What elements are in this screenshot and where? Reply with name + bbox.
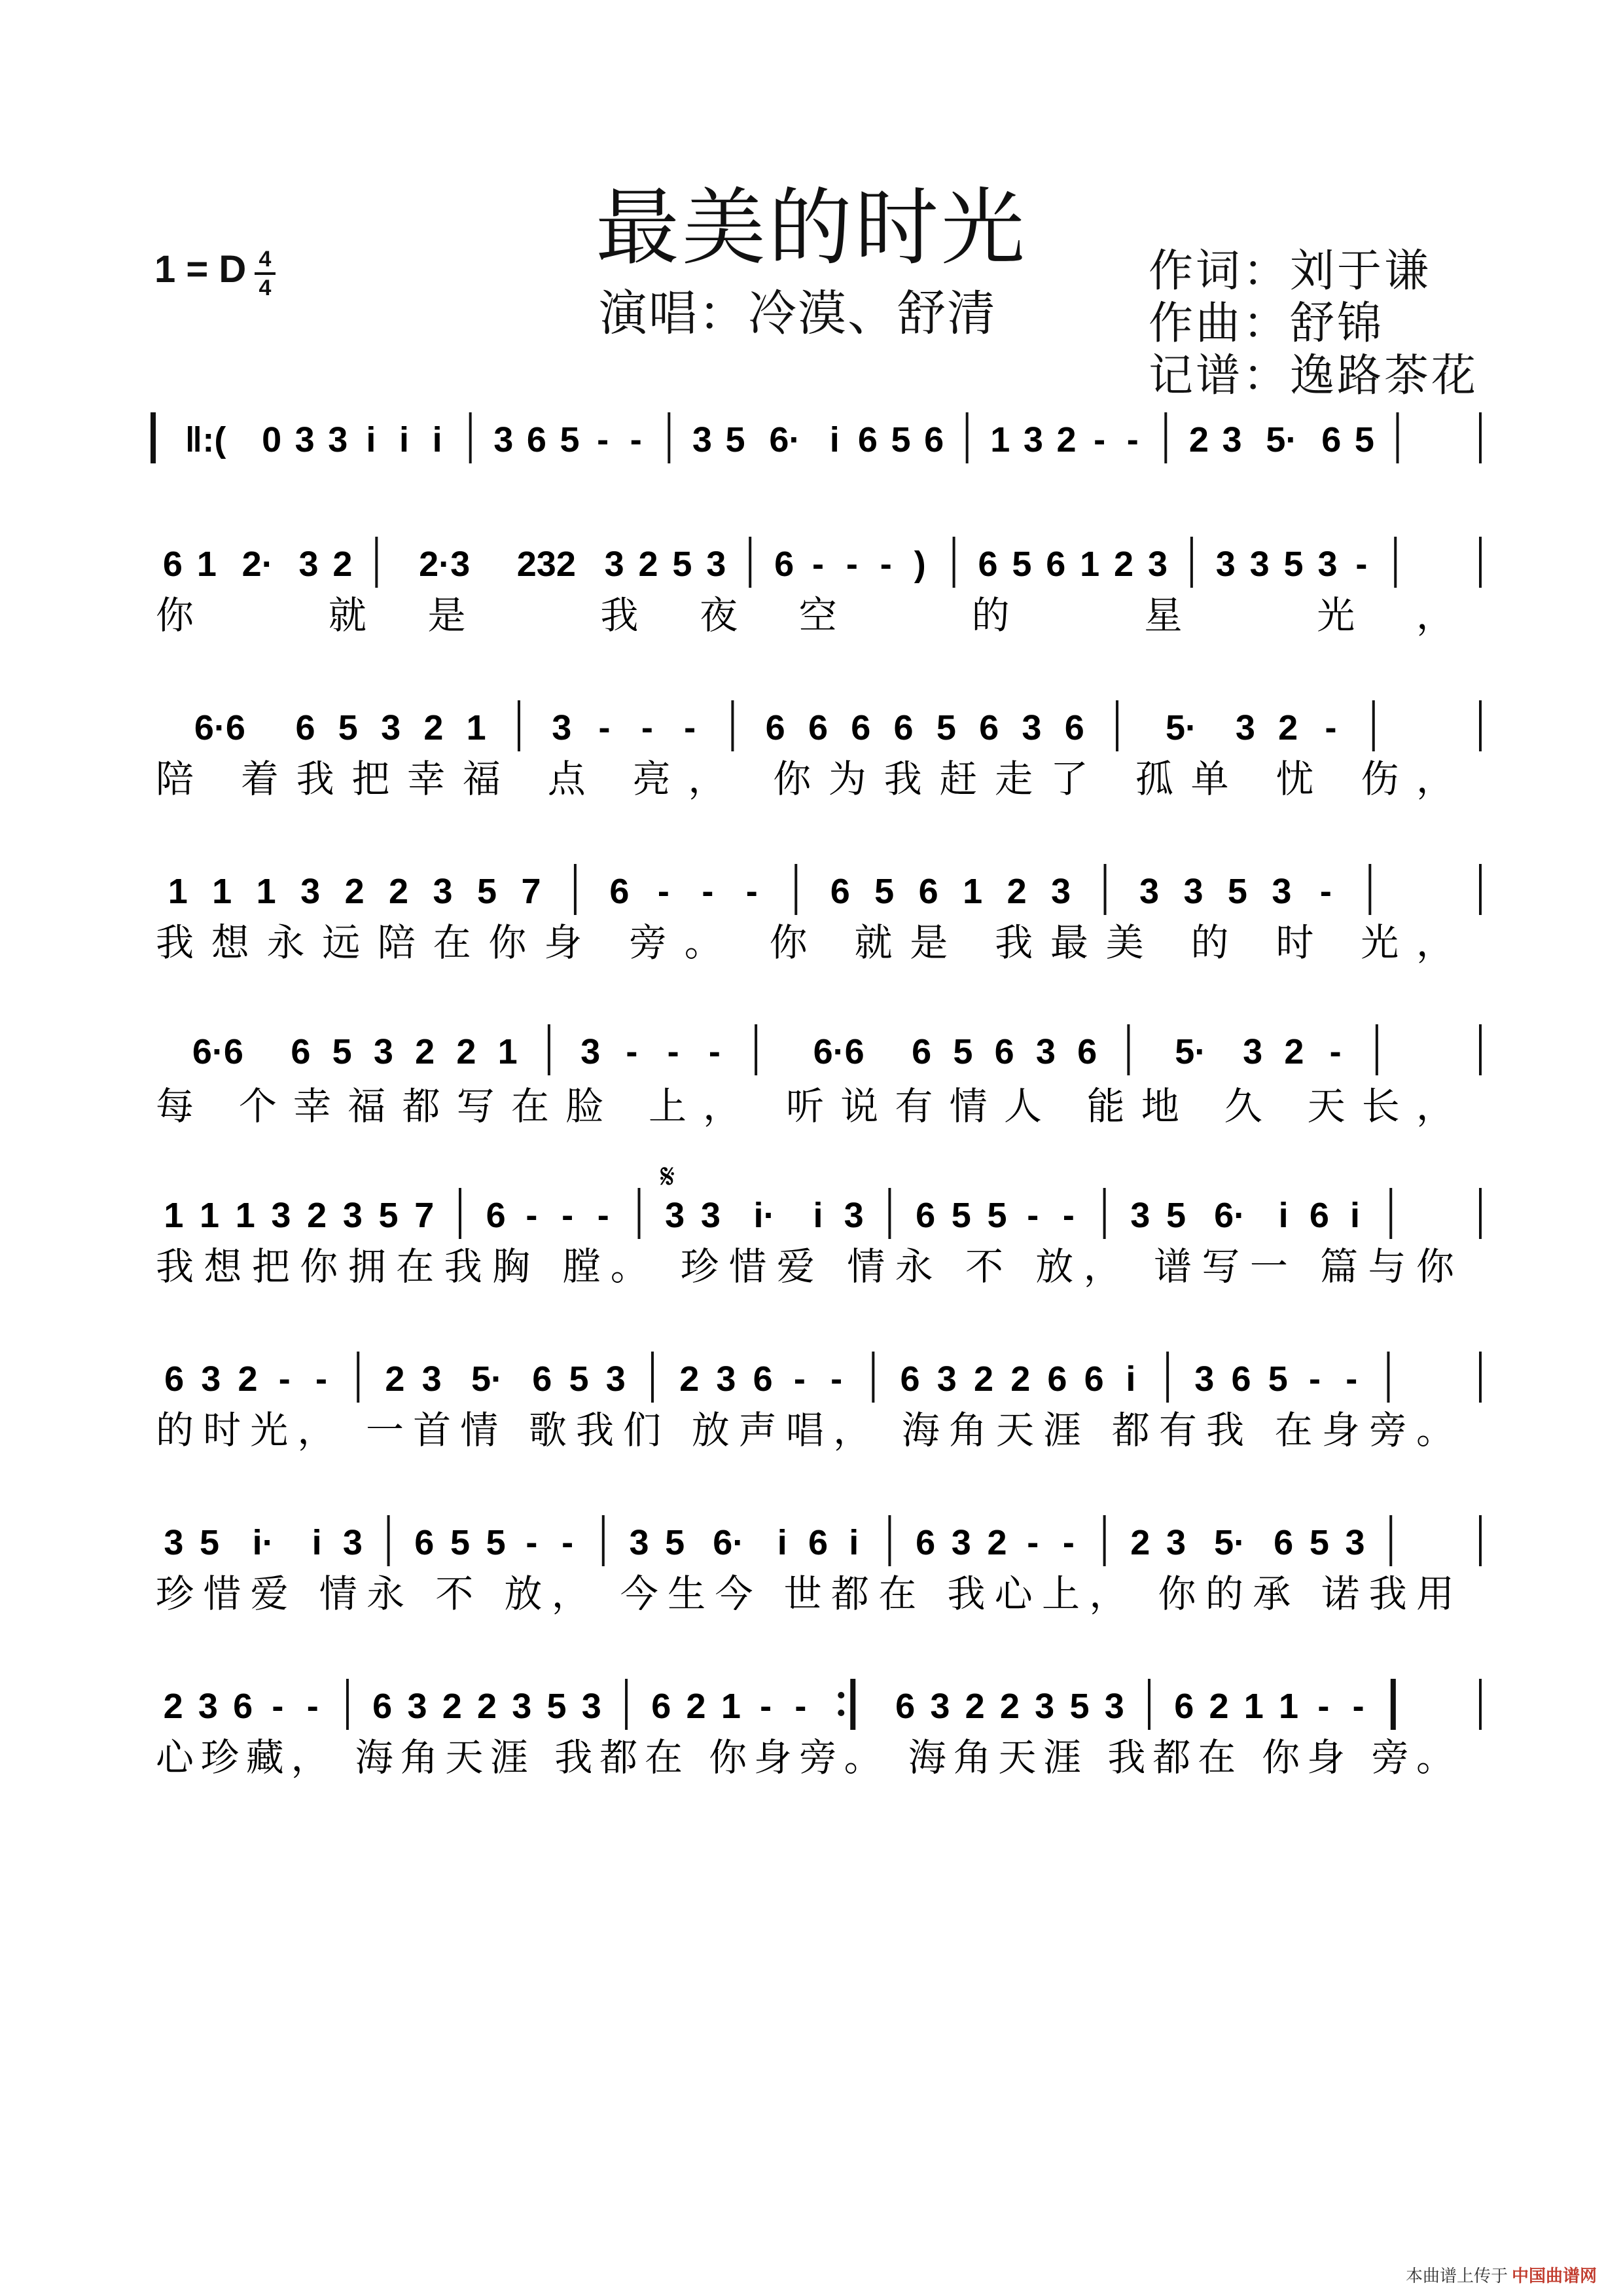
note: 3 [1130,1196,1150,1235]
note: 2 [1010,1359,1031,1399]
note: ) [914,545,926,584]
note: 6 [808,708,829,747]
note: - [794,1687,807,1726]
note: - [306,1687,319,1726]
note: 6 [526,420,546,459]
note: 3 [581,1687,601,1726]
note: 3 [1023,420,1043,459]
note: 2 [238,1359,258,1399]
note: 1 [1279,1687,1299,1726]
note: 3 [1051,872,1071,911]
note: - [846,545,858,584]
note: 5 [665,1523,685,1562]
note: 6 [979,708,999,747]
note: 5 [332,1032,352,1071]
note: 5· [1175,1032,1207,1071]
note: 6 [830,872,850,911]
note: 5 [546,1687,567,1726]
note: - [630,420,642,459]
note: 6 [164,1359,185,1399]
note: 3 [1166,1523,1186,1562]
note: 5· [1165,708,1197,747]
note: 5 [476,872,497,911]
note: - [597,1196,609,1235]
note: 3 [700,1196,721,1235]
music-system [156,1024,1480,1128]
note: 1 [196,545,217,584]
note: 3 [1249,545,1270,584]
note: 2 [456,1032,476,1071]
note: 6 [291,1032,311,1071]
music-system [156,1679,1480,1780]
music-system [156,537,1480,637]
note: 3 [1215,545,1236,584]
note: 2 [973,1359,994,1399]
lyric-line: 的时光， 一首情 歌我们 放声唱， 海角天涯 都有我 在身旁。 [156,1408,1454,1452]
note: 7 [521,872,541,911]
note: 6 [651,1687,671,1726]
note: 3 [1183,872,1204,911]
note: - [626,1032,638,1071]
note: 1 [235,1196,255,1235]
note: 5 [1166,1196,1186,1235]
note: - [1346,1359,1358,1399]
note: - [315,1359,327,1399]
note: 1 [990,420,1010,459]
note: 3 [604,545,624,584]
note: 2 [1007,872,1027,911]
note: - [1355,545,1368,584]
note: 1 [164,1196,184,1235]
note: - [657,872,669,911]
note: 2 [987,1523,1007,1562]
note: 3 [433,872,453,911]
note: 6·6 [194,708,245,747]
note: - [526,1523,538,1562]
note: 6 [372,1687,393,1726]
composer-credit: 作曲：舒锦 [1149,298,1385,350]
note: 6 [916,1196,936,1235]
note: 6 [895,1687,916,1726]
note: 6· [713,1523,745,1562]
note: 3 [201,1359,221,1399]
note: - [830,1359,843,1399]
note: 3 [552,708,572,747]
note: - [1319,872,1332,911]
note: - [278,1359,291,1399]
note: 1 [963,872,983,911]
note: 1 [497,1032,518,1071]
note: 3 [1222,420,1242,459]
note: i [399,420,410,459]
note: 2 [1284,1032,1304,1071]
note: 5 [560,420,580,459]
note: 2·3 [419,545,471,584]
note: 3 [407,1687,427,1726]
note: 5 [338,708,358,747]
note: 5 [936,708,956,747]
lyric-line: 我想永远陪在你身 旁。 你 就是 我最美 的 时 光， [156,920,1454,965]
note: 2 [307,1196,327,1235]
note: 3 [381,708,401,747]
note: 6 [851,708,871,747]
note: - [667,1032,679,1071]
note: - [1329,1032,1342,1071]
note: - [702,872,714,911]
note: 5 [953,1032,973,1071]
note: 1 [1080,545,1100,584]
note: 2 [686,1687,706,1726]
segno-sign: 𝄋 [660,1157,675,1196]
note: 6 [918,872,938,911]
note: - [708,1032,721,1071]
note: - [684,708,696,747]
lyric-line: 心珍藏， 海角天涯 我都在 你身旁。 海角天涯 我都在 你身 旁。 [156,1735,1454,1780]
music-system [156,864,1480,965]
note: 6· [1214,1196,1246,1235]
note: 1 [168,872,188,911]
note: 3 [328,420,348,459]
note: 2 [679,1359,700,1399]
transcriber-credit: 记谱：逸路茶花 [1149,350,1479,402]
note: - [641,708,653,747]
note: 5 [951,1196,971,1235]
note: 2 [332,545,353,584]
note: 3 [1345,1523,1365,1562]
note: - [526,1196,538,1235]
note: 3 [844,1196,864,1235]
music-system [185,412,1480,463]
note: 6 [916,1523,936,1562]
note: 3 [1035,1687,1055,1726]
note: 0 [262,420,282,459]
time-signature-top: 4 [259,247,272,272]
note: 3 [1022,708,1042,747]
note: 6 [1064,708,1084,747]
time-signature-bottom: 4 [259,276,272,300]
note: i [366,420,376,459]
key-signature: 1 = D [154,248,247,291]
note: 6 [532,1359,552,1399]
note: 6 [924,420,944,459]
note: 3 [716,1359,736,1399]
note: 1 [212,872,232,911]
note: 5 [1283,545,1304,584]
note: 3 [164,1523,184,1562]
note: 3 [1194,1359,1215,1399]
note: 5 [1309,1523,1329,1562]
note: 6 [162,545,183,584]
note: 6 [893,708,914,747]
note: 5 [486,1523,506,1562]
repeat-dot [838,1692,844,1698]
note: 3 [1139,872,1160,911]
note: 6 [1084,1359,1104,1399]
note: 2 [423,708,444,747]
note: 2 [163,1687,183,1726]
note: 5 [1069,1687,1090,1726]
note: 6 [1321,420,1342,459]
note: - [597,420,609,459]
note: - [1027,1523,1039,1562]
note: 5 [450,1523,470,1562]
note: 3 [1235,708,1255,747]
note: 6·6 [192,1032,243,1071]
note: 3 [692,420,712,459]
note: - [1094,420,1106,459]
note: 5 [987,1196,1007,1235]
footer [1406,2263,1597,2287]
note: 3 [271,1196,291,1235]
note: 6·6 [813,1032,865,1071]
note: 3 [629,1523,649,1562]
note: 6 [1309,1196,1329,1235]
note: 6 [1174,1687,1194,1726]
lyric-line: 珍惜爱 情永 不 放， 今生今 世都在 我心上， 你的承 诺我用 [156,1571,1454,1616]
note: 1 [466,708,486,747]
note: 6· [769,420,801,459]
footer-brand: 中国曲谱网 [1511,2267,1597,2286]
note: 5 [891,420,911,459]
note: 2 [1056,420,1077,459]
note: 5 [378,1196,399,1235]
lyricist-credit: 作词：刘于谦 [1149,245,1432,297]
lyric-line: 每 个幸福都写在脸 上， 听说有情人 能地 久 天长， [156,1084,1454,1128]
note: - [1062,1523,1075,1562]
note: 3 [1104,1687,1124,1726]
note: i [1350,1196,1361,1235]
note: 3 [342,1196,363,1235]
note: 3 [605,1359,626,1399]
note: 3 [936,1359,957,1399]
note: 3 [493,420,514,459]
note: 3 [665,1196,685,1235]
note: - [1062,1196,1075,1235]
note: 5 [569,1359,589,1399]
music-system [156,1352,1480,1452]
note: i [432,420,442,459]
note: - [1126,420,1139,459]
note: 6 [774,545,794,584]
note: 6 [912,1032,932,1071]
note: 2 [389,872,409,911]
note: 2· [241,545,274,584]
music-system [156,700,1480,801]
note: 6 [753,1359,773,1399]
note: 3 [951,1523,971,1562]
note: i [813,1196,823,1235]
note: 6 [900,1359,920,1399]
note: 6 [295,708,315,747]
note: 3 [1317,545,1338,584]
note: 6 [1274,1523,1294,1562]
note: - [1027,1196,1039,1235]
note: 6 [609,872,630,911]
note: 3 [298,545,319,584]
note: 7 [414,1196,435,1235]
note: 5 [1012,545,1032,584]
note: 2 [965,1687,985,1726]
note: 1 [1243,1687,1264,1726]
note: 5· [1266,420,1298,459]
note: 6 [1046,545,1066,584]
note: 6 [978,545,998,584]
note: 2 [1209,1687,1229,1726]
note: 3 [1147,545,1168,584]
note: 2 [1278,708,1298,747]
note: 2 [415,1032,435,1071]
note: 6 [994,1032,1014,1071]
note: - [812,545,824,584]
note: 5 [200,1523,220,1562]
music-system [156,1515,1480,1616]
note: 5· [1214,1523,1246,1562]
note: 2 [1130,1523,1150,1562]
note: - [1317,1687,1330,1726]
note: 2 [476,1687,497,1726]
note: - [562,1196,574,1235]
note: 3 [198,1687,218,1726]
note: 5 [1268,1359,1288,1399]
singer-credit: 演唱：冷漠、舒清 [599,285,997,342]
note: 5 [1227,872,1247,911]
note: 6 [1077,1032,1097,1071]
note: 6 [486,1196,506,1235]
note: - [1309,1359,1321,1399]
note: 2 [385,1359,405,1399]
note: i· [252,1523,274,1562]
note: 3 [373,1032,393,1071]
note: 3 [706,545,726,584]
note: 2 [1188,420,1209,459]
note: 3 [1035,1032,1056,1071]
note: i [1126,1359,1136,1399]
note: 5 [874,872,895,911]
note: 5 [1354,420,1374,459]
footer-text: 本曲谱上传于 [1405,2267,1508,2286]
note: 6 [1047,1359,1067,1399]
note: 5 [672,545,692,584]
note: 6 [857,420,878,459]
song-title: 最美的时光 [595,179,1027,277]
note: 6 [808,1523,829,1562]
note: 2 [638,545,658,584]
note: 2 [999,1687,1020,1726]
note: 1 [200,1196,220,1235]
note: - [760,1687,772,1726]
note: 2 [344,872,365,911]
note: 3 [300,872,321,911]
note: 5 [725,420,745,459]
note: i [849,1523,859,1562]
note: - [272,1687,284,1726]
note: 6 [1231,1359,1251,1399]
note: - [562,1523,574,1562]
note: 3 [930,1687,950,1726]
music-system [156,1188,1480,1289]
note: 3 [294,420,315,459]
repeat-dot [838,1710,844,1716]
lyric-line: 陪 着我把幸福 点 亮， 你为我赶走了 孤单 忧 伤， [156,757,1454,801]
note: 6 [233,1687,253,1726]
note: ‖:( [185,420,226,459]
note: 3 [421,1359,442,1399]
note: 3 [1243,1032,1263,1071]
note: 6 [414,1523,435,1562]
note: - [1352,1687,1364,1726]
note: 2 [1114,545,1134,584]
note: i [829,420,840,459]
lyric-line: 你 就是 我夜空 的 星 光， [156,593,1454,637]
note: i [1278,1196,1289,1235]
note: 1 [256,872,276,911]
note: 3 [1272,872,1292,911]
lyric-line: 我想把你拥在我胸 膛。 珍惜爱 情永 不 放， 谱写一 篇与你 [156,1244,1454,1289]
note: - [793,1359,806,1399]
note: 3 [580,1032,601,1071]
note: - [880,545,892,584]
note: 3 [512,1687,532,1726]
note: 5· [471,1359,503,1399]
note: 3 [342,1523,363,1562]
note: 232 [516,545,576,584]
note: 2 [442,1687,462,1726]
note: i· [753,1196,776,1235]
note: 6 [765,708,785,747]
note: 1 [721,1687,741,1726]
note: i [777,1523,787,1562]
note: - [598,708,611,747]
note: - [745,872,758,911]
note: i [312,1523,322,1562]
note: - [1325,708,1337,747]
